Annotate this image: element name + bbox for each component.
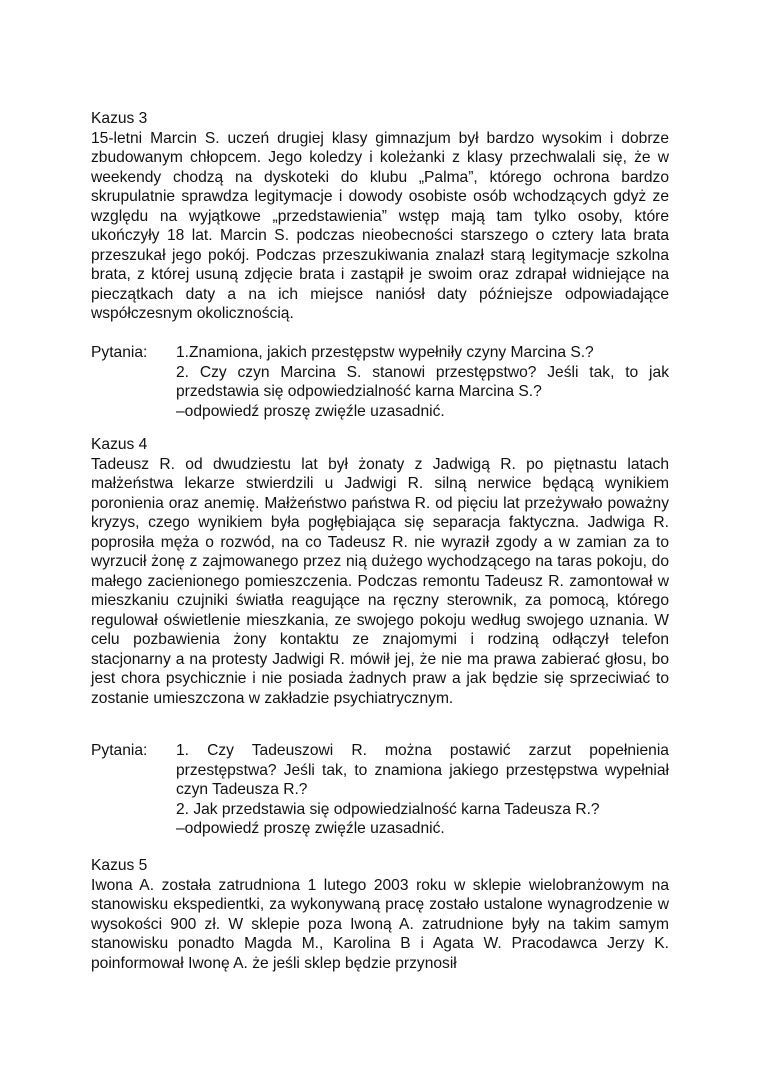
case-heading: Kazus 5 <box>91 857 148 874</box>
question-item: 1.Znamiona, jakich przestępstw wypełniły czyny Marcina S.? <box>176 344 594 361</box>
case-heading: Kazus 4 <box>91 436 148 453</box>
case-5 <box>91 856 669 973</box>
answer-note: –odpowiedź proszę zwięźle uzasadnić. <box>176 820 445 837</box>
case-3 <box>91 109 669 324</box>
case-body: Iwona A. została zatrudniona 1 lutego 2003 roku w sklepie wielobranżowym na stanowisku ekspedientki, za wykonywaną pracę zostało ustalone wynagrodzenie w wysokości 900 zł. W sklepie poza Iwoną A. zatrudnione były na takim samym stanowisku ponadto Magda M., Karolina B i Agata W. Pracodawca Jerzy K. poinformował Iwonę A. że jeśli sklep będzie przynosił <box>91 876 669 972</box>
questions-label: Pytania: <box>91 742 148 759</box>
case-body: 15-letni Marcin S. uczeń drugiej klasy gimnazjum był bardzo wysokim i dobrze zbudowanym chłopcem. Jego koledzy i koleżanki z klasy przechwalali się, że w weekendy chodzą na dyskoteki do klubu „Palma”, którego ochrona bardzo skrupulatnie sprawdza legitymacje i dowody osobiste osób wchodzących gdyż ze względu na wyjątkowe „przedstawienia” wstęp mają tam tylko osoby, które ukończyły 18 lat. Marcin S. podczas nieobecności starszego o cztery lata brata przeszukał jego pokój. Podczas przeszukiwania znalazł starą legitymacje szkolna brata, z której usuną zdjęcie brata i zastąpił je swoim oraz zdrapał widniejące na pieczątkach daty a na ich miejsce naniósł daty późniejsze odpowiadające współczesnym okolicznością. <box>91 129 669 322</box>
questions-list <box>176 343 669 421</box>
case-4 <box>91 435 669 708</box>
case-heading: Kazus 3 <box>91 110 148 127</box>
case-body: Tadeusz R. od dwudziestu lat był żonaty z Jadwigą R. po piętnastu latach małżeństwa lekarze stwierdzili u Jadwigi R. silną nerwice będącą wynikiem poronienia oraz anemię. Małżeństwo państwa R. od pięciu lat przeżywało poważny kryzys, czego wynikiem była pogłębiająca się separacja faktyczna. Jadwiga R. poprosiła męża o rozwód, na co Tadeusz R. nie wyraził zgody a w zamian za to wyrzucił żonę z zajmowanego przez nią dużego wychodzącego na taras pokoju, do małego zacienionego pomieszczenia. Podczas remontu Tadeusz R. zamontował w mieszkaniu czujniki światła reagujące na ręczny sterownik, za pomocą, którego regulował oświetlenie mieszkania, ze swojego pokoju według swojego uznania. W celu pozbawienia żony kontaktu ze znajomymi i rodziną odłączył telefon stacjonarny a na protesty Jadwigi R. mówił jej, że nie ma prawa zabierać głosu, bo jest chora psychicznie i nie posiada żadnych praw a jak będzie się sprzeciwiać to zostanie umieszczona w zakładzie psychiatrycznym. <box>91 455 669 707</box>
questions-label: Pytania: <box>91 344 148 361</box>
question-item: 1. Czy Tadeuszowi R. można postawić zarzut popełnienia przestępstwa? Jeśli tak, to znamiona jakiego przestępstwa wypełniał czyn Tadeusza R.? <box>176 742 669 798</box>
questions-list <box>176 741 669 839</box>
question-item: 2. Jak przedstawia się odpowiedzialność karna Tadeusza R.? <box>176 800 600 818</box>
answer-note: –odpowiedź proszę zwięźle uzasadnić. <box>176 402 445 420</box>
question-item: 2. Czy czyn Marcina S. stanowi przestępstwo? Jeśli tak, to jak przedstawia się odpowiedzialność karna Marcina S.? <box>176 363 669 400</box>
